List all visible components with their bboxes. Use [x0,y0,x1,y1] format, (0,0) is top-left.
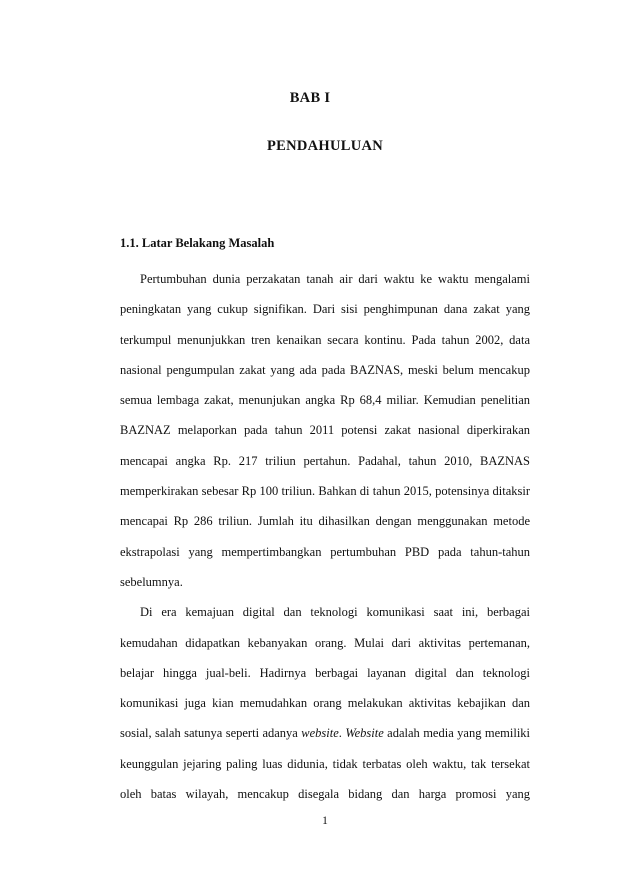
paragraph-line: peningkatan yang cukup signifikan. Dari sisi penghimpunan dana zakat yang [120,302,530,317]
line-text: sosial, salah satunya seperti adanya [120,726,298,741]
paragraph-line: kemudahan didapatkan kebanyakan orang. Mulai dari aktivitas pertemanan, [120,635,530,650]
paragraph-line: mencapai Rp 286 triliun. Jumlah itu dihasilkan dengan menggunakan metode [120,514,530,529]
paragraph-line: memperkirakan sebesar Rp 100 triliun. Bahkan di tahun 2015, potensinya ditaksir [120,484,530,499]
paragraph-line: mencapai angka Rp. 217 triliun pertahun. Padahal, tahun 2010, BAZNAS [120,453,530,468]
paragraph-line: belajar hingga jual-beli. Hadirnya berbagai layanan digital dan teknologi [120,665,530,680]
paragraph-line: komunikasi juga kian memudahkan orang melakukan aktivitas kebajikan dan [120,696,530,711]
paragraph-line: semua lembaga zakat, menunjukan angka Rp 68,4 miliar. Kemudian penelitian [120,393,530,408]
paragraph-line: Di era kemajuan digital dan teknologi komunikasi saat ini, berbagai [140,605,530,620]
paragraph-line: ekstrapolasi yang mempertimbangkan pertumbuhan PBD pada tahun-tahun [120,544,530,559]
body-text [120,264,530,809]
paragraph-line: Pertumbuhan dunia perzakatan tanah air dari waktu ke waktu mengalami [140,272,530,286]
section-heading: 1.1. Latar Belakang Masalah [120,236,275,250]
line-separator: . [338,726,346,741]
italic-term: website [301,726,339,741]
line-text: adalah media yang memiliki [383,726,530,741]
paragraph-line: sebelumnya. [120,574,183,589]
page-number: 1 [322,815,328,827]
paragraph-line: BAZNAZ melaporkan pada tahun 2011 potensi zakat nasional diperkirakan [120,423,530,438]
chapter-title: PENDAHULUAN [266,138,384,154]
italic-term: Website [345,726,384,741]
paragraph-line: oleh batas wilayah, mencakup disegala bidang dan harga promosi yang [120,787,530,802]
paragraph-line-mixed [120,718,530,748]
paragraph-line: nasional pengumpulan zakat yang ada pada BAZNAS, meski belum mencakup [120,362,530,377]
chapter-number: BAB I [289,90,331,106]
paragraph-line: keunggulan jejaring paling luas didunia, tidak terbatas oleh waktu, tak tersekat [120,756,530,771]
paragraph-line: terkumpul menunjukkan tren kenaikan secara kontinu. Pada tahun 2002, data [120,332,530,347]
